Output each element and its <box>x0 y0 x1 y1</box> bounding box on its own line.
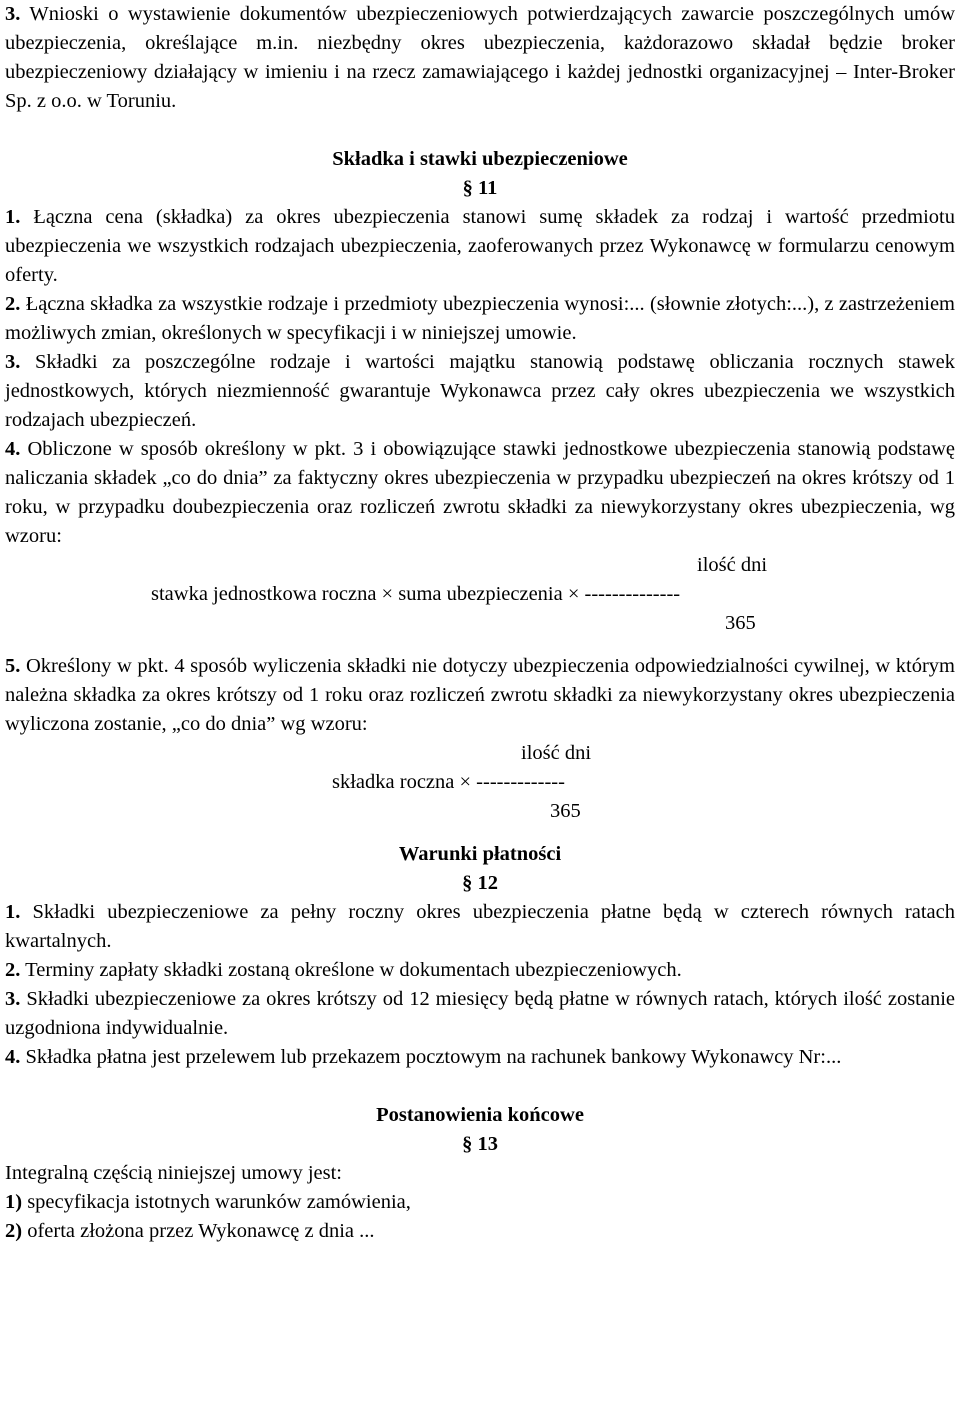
item-number: 3. <box>5 3 21 25</box>
item-text: Wnioski o wystawienie dokumentów ubezpieczeniowych potwierdzających zawarcie poszczególnych umów ubezpieczenia, określające m.in. niezbędny okres ubezpieczenia, każdorazowo składał będzie broker ubezpieczeniowy działający w imieniu i na rzecz zamawiającego i każdej jednostki organizacyjnej – Inter-Broker Sp. z o.o. w Toruniu. <box>5 3 955 112</box>
formula-numerator: ilość dni <box>521 742 592 764</box>
spacer <box>5 116 955 145</box>
item-number: 2. <box>5 293 21 315</box>
item-number: 2) <box>5 1220 23 1242</box>
section-13-item-2 <box>5 1217 955 1246</box>
spacer <box>5 1072 955 1101</box>
section-11-item-4 <box>5 435 955 551</box>
section-13-heading: Postanowienia końcowe <box>376 1104 584 1126</box>
section-13-sign: § 13 <box>462 1133 498 1155</box>
section-11-sign: § 11 <box>462 177 498 199</box>
formula-denominator: 365 <box>550 800 581 822</box>
section-12-item-4 <box>5 1043 955 1072</box>
item-text: Określony w pkt. 4 sposób wyliczenia składki nie dotyczy ubezpieczenia odpowiedzialności cywilnej, w którym należna składka za okres krótszy od 1 roku oraz rozliczeń zwrotu składki za niewykorzystany okres ubezpieczenia wyliczona zostanie, „co do dnia” wg wzoru: <box>5 655 955 735</box>
item-number: 4. <box>5 438 21 460</box>
formula-numerator: ilość dni <box>697 554 768 576</box>
item-number: 4. <box>5 1046 21 1068</box>
item-text: specyfikacja istotnych warunków zamówienia, <box>27 1191 411 1213</box>
section-11-heading: Składka i stawki ubezpieczeniowe <box>332 148 628 170</box>
item-text: oferta złożona przez Wykonawcę z dnia ... <box>27 1220 375 1242</box>
section-12-heading: Warunki płatności <box>398 843 562 865</box>
formula-unit-rate <box>5 551 955 638</box>
section-13-lead: Integralną częścią niniejszej umowy jest: <box>5 1162 342 1184</box>
item-text: Składka płatna jest przelewem lub przekazem pocztowym na rachunek bankowy Wykonawcy Nr:... <box>25 1046 842 1068</box>
item-text: Składki ubezpieczeniowe za okres krótszy od 12 miesięcy będą płatne w równych ratach, których ilość zostanie uzgodniona indywidualnie. <box>5 988 956 1039</box>
section-11-item-3 <box>5 348 955 435</box>
section-11-item-2 <box>5 290 955 348</box>
formula-expression: stawka jednostkowa roczna × suma ubezpieczenia × -------------- <box>151 583 681 605</box>
item-text: Terminy zapłaty składki zostaną określone w dokumentach ubezpieczeniowych. <box>25 959 682 981</box>
section-13-item-1 <box>5 1188 955 1217</box>
section-12-item-3 <box>5 985 955 1043</box>
section-12-item-1 <box>5 898 955 956</box>
formula-denominator: 365 <box>725 612 756 634</box>
item-text: Składki za poszczególne rodzaje i wartości majątku stanowią podstawę obliczania rocznych stawek jednostkowych, których niezmienność gwarantuje Wykonawca przez cały okres ubezpieczenia we wszystkich rodzajach ubezpieczeń. <box>5 351 955 431</box>
item-text: Składki ubezpieczeniowe za pełny roczny okres ubezpieczenia płatne będą w czterech równych ratach kwartalnych. <box>5 901 955 952</box>
formula-expression: składka roczna × ------------- <box>332 771 565 793</box>
item-number: 3. <box>5 988 21 1010</box>
item-number: 3. <box>5 351 21 373</box>
spacer <box>5 638 955 652</box>
formula-annual-premium <box>5 739 955 826</box>
document-page <box>5 0 955 1246</box>
section-12-item-2 <box>5 956 955 985</box>
spacer <box>5 826 955 840</box>
item-number: 1) <box>5 1191 23 1213</box>
item-text: Łączna składka za wszystkie rodzaje i przedmioty ubezpieczenia wynosi:... (słownie złotych:...), z zastrzeżeniem możliwych zmian, określonych w specyfikacji i w niniejszej umowie. <box>5 293 955 344</box>
item-number: 1. <box>5 206 21 228</box>
section-11-item-1 <box>5 203 955 290</box>
item-number: 2. <box>5 959 21 981</box>
section-11-item-5 <box>5 652 955 739</box>
intro-paragraph <box>5 0 955 116</box>
section-12-sign: § 12 <box>462 872 498 894</box>
item-number: 1. <box>5 901 21 923</box>
item-text: Obliczone w sposób określony w pkt. 3 i obowiązujące stawki jednostkowe ubezpieczenia stanowią podstawę naliczania składek „co do dnia” za faktyczny okres ubezpieczenia w przypadku ubezpieczeń na okres krótszy od 1 roku, w przypadku doubezpieczenia oraz rozliczeń zwrotu składki za niewykorzystany okres ubezpieczenia, wg wzoru: <box>5 438 955 547</box>
item-number: 5. <box>5 655 21 677</box>
item-text: Łączna cena (składka) za okres ubezpieczenia stanowi sumę składek za rodzaj i wartość przedmiotu ubezpieczenia we wszystkich rodzajach ubezpieczenia, zaoferowanych przez Wykonawcę w formularzu cenowym oferty. <box>5 206 955 286</box>
